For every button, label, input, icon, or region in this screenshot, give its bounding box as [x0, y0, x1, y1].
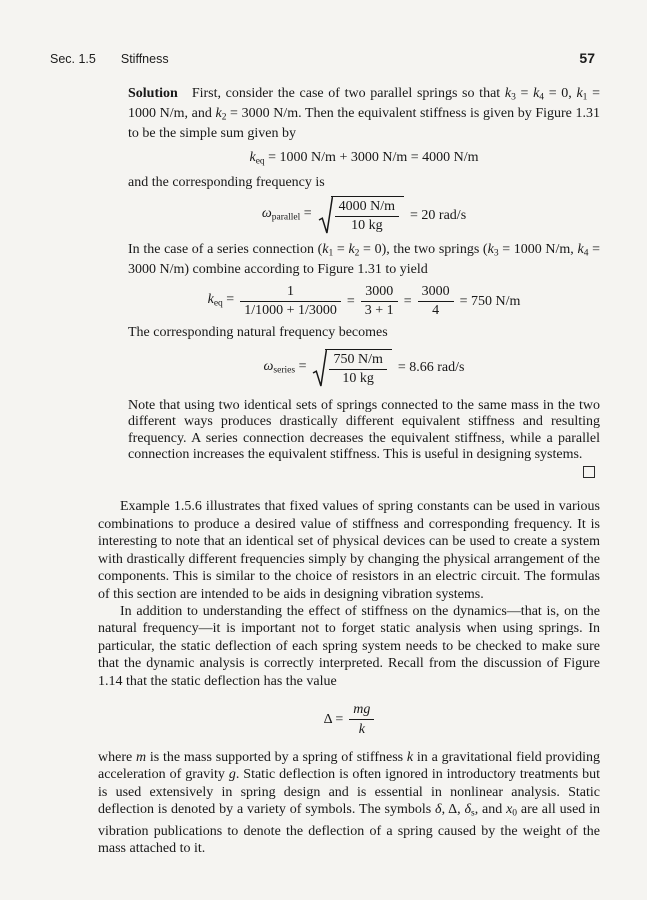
section-label: Sec. 1.5 [50, 52, 96, 66]
equation-lhs: ωparallel = [261, 205, 312, 223]
equals-sign: = [346, 293, 355, 309]
fraction-denominator: 3 + 1 [364, 303, 394, 319]
page-header [0, 0, 647, 66]
equation-lhs: ωseries = [263, 358, 307, 376]
fraction [418, 284, 454, 319]
static-analysis-paragraph: In addition to understanding the effect of stiffness on the dynamics—that is, on the natural frequency—it is important not to forget static analysis when using springs. In particular, the static deflection of each spring system needs to be checked to make sure that the dynamic analysis is correctly interpreted. Recall from the discussion of Figure 1.14 that the static deflection has the value [98, 603, 600, 689]
fraction-numerator: 3000 [418, 284, 454, 302]
radicand [325, 349, 391, 387]
fraction-numerator: 4000 N/m [335, 199, 399, 217]
fraction-numerator: 1 [240, 284, 341, 302]
solution-block [128, 86, 600, 478]
frequency-lead-text: and the corresponding frequency is [128, 174, 325, 190]
page-content [98, 86, 600, 858]
fraction-numerator: 750 N/m [329, 352, 386, 370]
radicand [331, 196, 404, 234]
fraction-denominator: k [358, 721, 365, 737]
fraction-denominator: 4 [432, 303, 440, 319]
fraction-denominator: 10 kg [342, 370, 374, 386]
square-root [312, 349, 391, 388]
equals-sign: = [403, 293, 412, 309]
equation-rhs: = 8.66 rad/s [397, 360, 465, 376]
example-discussion-paragraph: Example 1.5.6 illustrates that fixed values of spring constants can be used in various combinations to produce a desired value of stiffness and corresponding frequency. It is interesting to note that an identical set of physical devices can be used to create a system with drastically different frequencies simply by changing the physical arrangement of the components. This is similar to the choice of resistors in an electric circuit. The formulas of this section are intended to be aids in designing vibration systems. [98, 499, 600, 602]
equation-lhs: keq = [207, 292, 235, 309]
note-paragraph: Note that using two identical sets of springs connected to the same mass in the two different ways produces drastically different equivalent stiffness and resulting frequency. A series connection decreases the equivalent stiffness, while a parallel connection increases the equivalent stiffness. This is useful in designing systems. [128, 397, 600, 463]
equation-omega-parallel [128, 196, 600, 235]
end-of-example-marker-icon [583, 466, 595, 478]
fraction [240, 284, 341, 319]
equation-omega-series [128, 349, 600, 388]
fraction-numerator: 3000 [361, 284, 398, 302]
natural-frequency-lead-text: The corresponding natural frequency becomes [128, 325, 388, 341]
fraction [329, 352, 386, 387]
fraction-denominator: 1/1000 + 1/3000 [244, 303, 337, 319]
where-paragraph: where m is the mass supported by a spring of stiffness k in a gravitational field providing acceleration of gravity g. Static deflection is often ignored in introductory treatments but is used extensively in spring design and is essential in nonlinear analysis. Static deflection is denoted by a variety of symbols. The symbols δ, Δ, δs, and x0 are all used in vibration publications to denote the deflection of a spring caused by the weight of the mass attached to it. [98, 749, 601, 857]
equation-keq-parallel [128, 150, 600, 170]
fraction [361, 284, 398, 319]
series-paragraph: In the case of a series connection (k1 = k2 = 0), the two springs (k3 = 1000 N/m, k4 = 3000 N/m) combine according to Figure 1.31 to yield [128, 242, 600, 278]
equation-rhs: = 750 N/m [459, 293, 521, 309]
fraction-numerator: mg [349, 701, 374, 720]
solution-paragraph: Solution First, consider the case of two parallel springs so that k3 = k4 = 0, k1 = 1000 N/m, and k2 = 3000 N/m. Then the equivalent stiffness is given by Figure 1.31 to be the simple sum given by [128, 86, 600, 141]
equation-keq-series [128, 284, 600, 319]
fraction [349, 701, 374, 738]
end-of-example-row [128, 466, 595, 478]
square-root [318, 196, 404, 235]
page-number: 57 [579, 50, 595, 66]
equation-static-deflection [98, 701, 600, 738]
equation-rhs: = 20 rad/s [410, 207, 467, 223]
equation-lhs: Δ = [323, 711, 344, 727]
fraction [335, 199, 399, 234]
equation-text: keq = 1000 N/m + 3000 N/m = 4000 N/m [249, 150, 479, 167]
section-title: Stiffness [120, 52, 169, 66]
section-spacer [98, 478, 600, 498]
fraction-denominator: 10 kg [351, 218, 383, 234]
